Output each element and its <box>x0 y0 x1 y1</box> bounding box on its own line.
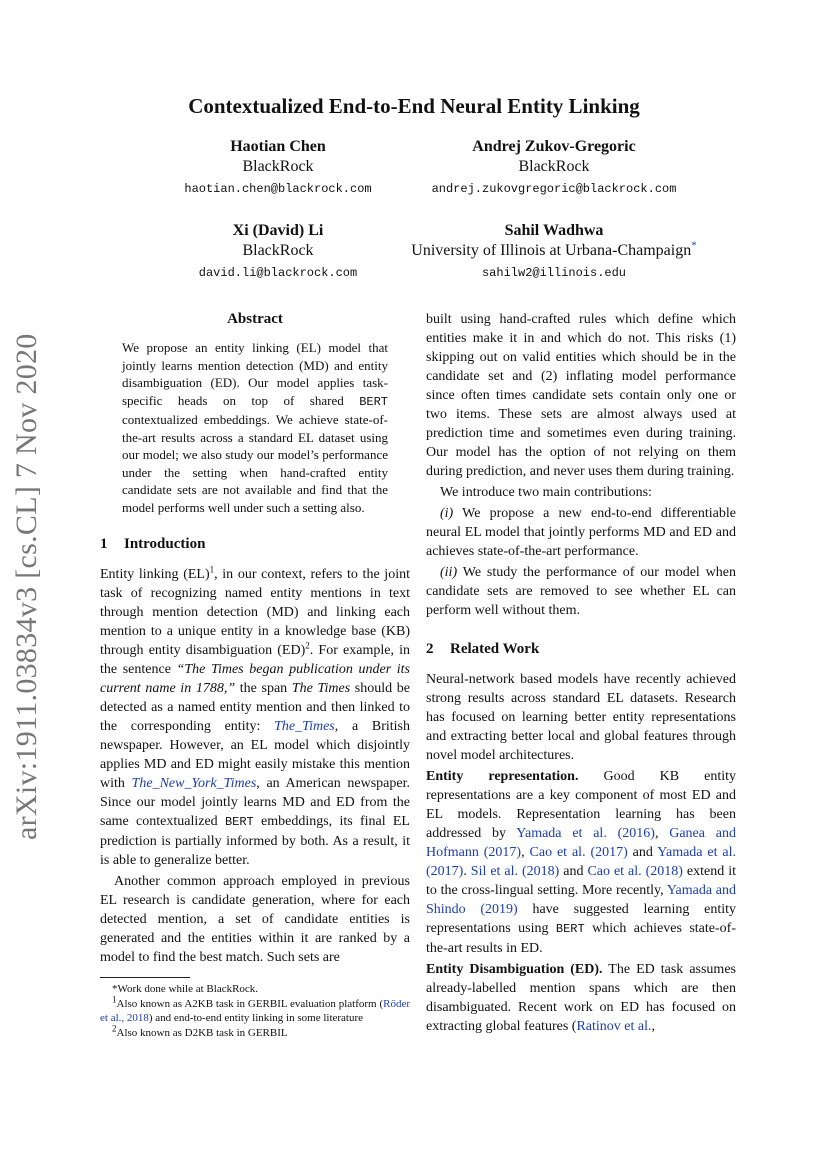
section-heading-introduction: 1 Introduction <box>100 536 206 552</box>
contribution-1: (i) We propose a new end-to-end differentiable neural EL model that jointly performs MD and ED and achieves state-of-the-art performance. <box>426 506 736 559</box>
intro-paragraph-2: Another common approach employed in previous EL research is candidate generation, where for each detected mention, a set of candidate entities is generated and the entities within it are ranked by a model to find the best match. Such sets are <box>100 874 410 965</box>
author-block <box>394 221 714 284</box>
author-email[interactable]: andrej.zukovgregoric@blackrock.com <box>431 182 677 196</box>
author-name: Andrej Zukov-Gregoric <box>472 138 636 155</box>
author-email[interactable]: haotian.chen@blackrock.com <box>184 182 372 196</box>
right-column <box>426 310 736 1036</box>
entity-link[interactable]: The_New_York_Times <box>131 776 257 791</box>
footnote-rule <box>100 977 190 978</box>
citation-link[interactable]: Ganea and Hofmann (2017) <box>426 826 736 860</box>
footnote-ref[interactable]: 1 <box>209 564 215 575</box>
section-heading-related-work: 2 Related Work <box>426 641 540 657</box>
related-paragraph-1: Neural-network based models have recently achieved strong results across standard EL datasets. Research has focused on learning better entity representations and extracting better local and global features through novel model architectures. <box>426 672 736 763</box>
author-name: Xi (David) Li <box>232 222 324 239</box>
author-email[interactable]: david.li@blackrock.com <box>198 266 358 280</box>
footnote-star: *Work done while at BlackRock. <box>112 983 259 995</box>
author-name: Haotian Chen <box>230 138 326 155</box>
footnote-ref[interactable]: 2 <box>305 640 310 651</box>
abstract-heading: Abstract <box>227 311 283 327</box>
citation-link[interactable]: Yamada and Shindo (2019) <box>426 883 736 917</box>
author-affiliation: BlackRock <box>518 158 590 175</box>
citation-link[interactable]: Sil et al. (2018) <box>470 864 560 879</box>
contribution-2: (ii) We study the performance of our model when candidate sets are removed to see whether EL can perform well without them. <box>426 565 736 618</box>
author-affiliation: BlackRock <box>242 242 314 259</box>
footnote-mark[interactable]: * <box>691 239 697 252</box>
intro-paragraph-1: Entity linking (EL)$^1$, in our context, refers to the joint task of recognizing named entity mentions in text through mention detection (MD) and linking each mention to a unique entity in a knowledge base (KB) through entity disambiguation (ED)$^2$. For example, in the sentence “The Times began publication under its current name in 1788,” the span The Times should be detected as a named entity mention and then linked to the corresponding entity: The_Times, a British newspaper. However, an EL model which disjointly applies MD and ED might easily mistake this mention with The_New_York_Times, an American newspaper. Since our model jointly learns MD and ED from the same contextualized BERT embeddings, its final EL prediction is partially informed by both. As a result, it is able to generalize better. <box>100 564 411 868</box>
author-email[interactable]: sahilw2@illinois.edu <box>481 266 627 280</box>
author-affiliation: BlackRock <box>242 158 314 175</box>
citation-link[interactable]: Yamada et al. (2017) <box>426 845 737 879</box>
abstract-text: We propose an entity linking (EL) model that jointly learns mention detection (MD) and entity disambiguation (ED). Our model applies task-specific heads on top of shared BERT contextualized embeddings. We achieve state-of-the-art results across a standard EL dataset using our model; we also study our model’s performance under the setting when hand-crafted entity candidate sets are not available and find that the model performs well under such a setting also. <box>122 340 388 515</box>
citation-link[interactable]: Ratinov et al. <box>576 1019 652 1034</box>
citation-link[interactable]: Cao et al. (2017) <box>529 845 628 860</box>
entity-representation-paragraph: Entity representation. Good KB entity representations are a key component of most ED and EL models. Representation learning has been addressed by Yamada et al. (2016), Ganea and Hofmann (2017), Cao et al. (2017) and Yamada et al. (2017). Sil et al. (2018) and Cao et al. (2018) extend it to the cross-lingual setting. More recently, Yamada and Shindo (2019) have suggested learning entity representations using BERT which achieves state-of-the-art results in ED. <box>426 769 737 956</box>
candidate-paragraph: built using hand-crafted rules which define which entities make it in and which do not. This risks (1) skipping out on valid entities which should be in the candidate set and (2) inflating model performance since often times candidate sets contain only one or two items. These sets are almost always used at prediction time and sometimes even during training. Our model has the option of not relying on them during prediction, and never uses them during training. <box>426 312 736 479</box>
author-block <box>118 221 438 284</box>
affiliation-text: University of Illinois at Urbana-Champaign <box>411 242 692 259</box>
arxiv-identifier: arXiv:1911.03834v3 [cs.CL] 7 Nov 2020 <box>10 333 43 840</box>
contributions-intro: We introduce two main contributions: <box>440 485 652 500</box>
footnote-1: $^1$Also known as A2KB task in GERBIL evaluation platform (Röder et al., 2018) and end-to-end entity linking in some literature <box>100 993 410 1024</box>
entity-disambiguation-paragraph: Entity Disambiguation (ED). The ED task assumes already-labelled mention spans which are then disambiguated. Recent work on ED has focused on extracting global features (Ratinov et al., <box>426 962 736 1034</box>
entity-link[interactable]: The_Times <box>274 719 335 734</box>
citation-link[interactable]: Röder et al., 2018 <box>100 997 410 1024</box>
author-name: Sahil Wadhwa <box>504 222 604 239</box>
author-block <box>394 137 714 200</box>
left-column <box>100 310 410 1040</box>
author-affiliation <box>394 241 714 261</box>
paper-title: Contextualized End-to-End Neural Entity Linking <box>188 94 640 118</box>
author-block <box>118 137 438 200</box>
citation-link[interactable]: Yamada et al. (2016) <box>516 826 655 841</box>
footnote-2: $^2$Also known as D2KB task in GERBIL <box>112 1022 288 1039</box>
citation-link[interactable]: Cao et al. (2018) <box>587 864 683 879</box>
